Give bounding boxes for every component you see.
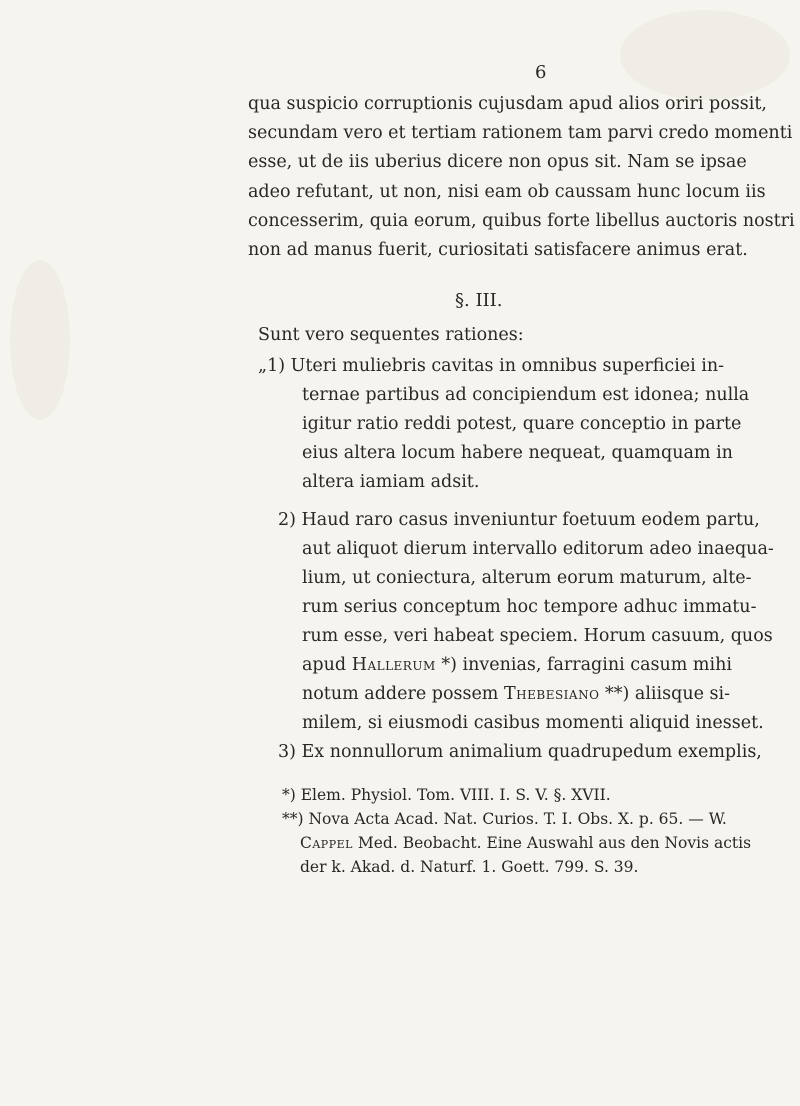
text-line: lium, ut coniectura, alterum eorum maturum, alte- xyxy=(302,568,752,588)
section-heading: §. III. xyxy=(455,290,503,311)
footnote-line xyxy=(300,834,751,852)
paper-stain xyxy=(10,260,70,420)
text-line: 2) Haud raro casus inveniuntur foetuum eodem partu, xyxy=(278,510,760,530)
text-line: milem, si eiusmodi casibus momenti aliquid inesset. xyxy=(302,713,764,733)
text-line: concesserim, quia eorum, quibus forte libellus auctoris nostri xyxy=(248,211,795,231)
text-segment: apud xyxy=(302,655,347,675)
footnote: **) Nova Acta Acad. Nat. Curios. T. I. Obs. X. p. 65. — W. xyxy=(282,810,727,828)
intro-line: Sunt vero sequentes rationes: xyxy=(258,325,524,345)
text-line: altera iamiam adsit. xyxy=(302,472,480,492)
text-line: rum serius conceptum hoc tempore adhuc immatu- xyxy=(302,597,757,617)
text-line: eius altera locum habere nequeat, quamquam in xyxy=(302,443,733,463)
author-name: Hallerum xyxy=(351,655,436,675)
footnote: *) Elem. Physiol. Tom. VIII. I. S. V. §. XVII. xyxy=(282,786,611,804)
text-segment: notum addere possem xyxy=(302,684,499,704)
page-number: 6 xyxy=(535,62,547,83)
text-line: adeo refutant, ut non, nisi eam ob caussam hunc locum iis xyxy=(248,182,766,202)
paper-stain xyxy=(620,10,790,100)
text-line: non ad manus fuerit, curiositati satisfacere animus erat. xyxy=(248,240,748,260)
text-segment: Med. Beobacht. Eine Auswahl aus den Novis actis xyxy=(357,834,752,852)
text-line: 3) Ex nonnullorum animalium quadrupedum exemplis, xyxy=(278,742,762,762)
text-line: aut aliquot dierum intervallo editorum adeo inaequa- xyxy=(302,539,774,559)
text-line xyxy=(302,651,732,680)
text-line: secundam vero et tertiam rationem tam parvi credo momenti xyxy=(248,123,793,143)
text-line: qua suspicio corruptionis cujusdam apud alios oriri possit, xyxy=(248,94,767,114)
author-name: Thebesiano xyxy=(503,684,600,704)
text-line xyxy=(302,680,730,709)
author-name: Cappel xyxy=(300,834,353,852)
text-line: esse, ut de iis uberius dicere non opus sit. Nam se ipsae xyxy=(248,152,747,172)
text-line: rum esse, veri habeat speciem. Horum casuum, quos xyxy=(302,626,773,646)
text-line: igitur ratio reddi potest, quare conceptio in parte xyxy=(302,414,742,434)
footnote-line: der k. Akad. d. Naturf. 1. Goett. 799. S. 39. xyxy=(300,858,639,876)
text-segment: *) invenias, farragini casum mihi xyxy=(441,655,732,675)
text-segment: **) aliisque si- xyxy=(605,684,730,704)
text-line: ternae partibus ad concipiendum est idonea; nulla xyxy=(302,385,750,405)
text-line: „1) Uteri muliebris cavitas in omnibus superficiei in- xyxy=(258,356,725,376)
